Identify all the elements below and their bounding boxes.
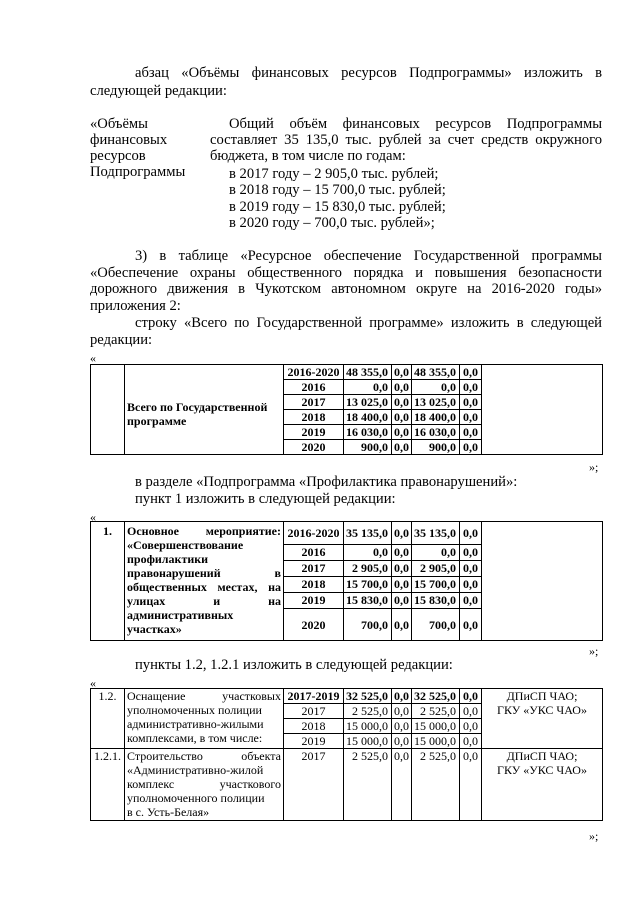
table-cell-value: 0,0 <box>460 365 482 380</box>
label-line: административно-жилыми <box>127 717 264 731</box>
table-cell-value: 900,0 <box>344 440 392 455</box>
quote-open: « <box>90 510 96 524</box>
table-total-label: Всего по Государственной программе <box>125 365 284 455</box>
table-cell-value: 0,0 <box>392 545 412 561</box>
item3-line-5: строку «Всего по Государственной программе» изложить в следующей <box>135 315 602 331</box>
table-cell-value: 0,0 <box>460 704 482 719</box>
table-cell-year: 2019 <box>284 425 344 440</box>
table-cell-value: 18 400,0 <box>412 410 460 425</box>
item3-line-6: редакции: <box>90 332 153 348</box>
quote-close: »; <box>589 460 599 474</box>
table-cell-value: 15 700,0 <box>412 577 460 593</box>
table-cell-value: 0,0 <box>460 577 482 593</box>
label-line: участках» <box>127 622 182 636</box>
label-line: улицах и на <box>127 594 281 608</box>
exec-line: ДПиСП ЧАО; <box>506 689 578 703</box>
table-cell-exec <box>482 749 603 821</box>
table-cell-value: 0,0 <box>392 440 412 455</box>
intro-line-2: следующей редакции: <box>90 83 227 99</box>
label-line: в с. Усть-Белая» <box>127 805 210 819</box>
table-cell-value: 35 135,0 <box>344 522 392 545</box>
table-cell-value: 2 525,0 <box>412 704 460 719</box>
table-cell-value: 0,0 <box>392 689 412 704</box>
label-line: Строительство объекта <box>127 749 281 763</box>
table-cell-value: 0,0 <box>392 593 412 609</box>
table-cell-value: 0,0 <box>392 561 412 577</box>
table-cell-value: 0,0 <box>460 749 482 821</box>
item3-line-3: дорожного движения в Чукотском автономном округе на 2016-2020 годы» <box>90 281 602 297</box>
table-cell-year: 2016 <box>284 380 344 395</box>
exec-line: ГКУ «УКС ЧАО» <box>497 763 587 777</box>
table-cell-year: 2016-2020 <box>284 365 344 380</box>
table-cell-value: 0,0 <box>392 719 412 734</box>
table-cell-value: 0,0 <box>460 593 482 609</box>
table-cell-year: 2018 <box>284 577 344 593</box>
table-cell-year: 2017 <box>284 395 344 410</box>
table-cell-value: 2 905,0 <box>412 561 460 577</box>
label-line: уполномоченных полиции <box>127 703 262 717</box>
table-cell-value: 0,0 <box>392 410 412 425</box>
quote-open: « <box>90 351 96 365</box>
table-cell-value: 32 525,0 <box>412 689 460 704</box>
label-line: общественных местах, на <box>127 580 281 594</box>
table-cell-year: 2017 <box>284 561 344 577</box>
label-line: «Совершенствование <box>127 538 244 552</box>
table-cell-value: 15 000,0 <box>412 734 460 749</box>
table-cell-value: 0,0 <box>392 522 412 545</box>
table-cell-value: 0,0 <box>392 365 412 380</box>
table-cell-value: 0,0 <box>460 440 482 455</box>
table-cell-num: 1. <box>91 522 125 641</box>
table-cell-value: 2 905,0 <box>344 561 392 577</box>
table-cell-value: 0,0 <box>392 380 412 395</box>
volume-label-line: «Объёмы <box>90 116 148 132</box>
table-cell-value: 700,0 <box>412 609 460 641</box>
volume-label <box>90 116 185 180</box>
table-cell-exec <box>482 365 603 455</box>
table-cell-year: 2016-2020 <box>284 522 344 545</box>
table-cell-value: 15 000,0 <box>344 734 392 749</box>
table-cell-exec <box>482 689 603 749</box>
table-row <box>91 749 603 821</box>
section3-line-1: пункты 1.2, 1.2.1 изложить в следующей редакции: <box>135 657 453 673</box>
table-cell-year: 2017 <box>284 704 344 719</box>
table-cell-value: 0,0 <box>460 734 482 749</box>
label-line: комплексами, в том числе: <box>127 731 263 745</box>
table-total <box>90 364 603 455</box>
table-row <box>91 522 603 545</box>
table-cell-value: 48 355,0 <box>412 365 460 380</box>
table-cell-num: 1.2. <box>91 689 125 749</box>
table-cell-value: 0,0 <box>460 410 482 425</box>
table-cell-value: 0,0 <box>392 749 412 821</box>
table-cell-value: 32 525,0 <box>344 689 392 704</box>
table-row <box>91 365 603 380</box>
table-cell-value: 13 025,0 <box>412 395 460 410</box>
label-line: комплекс участкового <box>127 777 281 791</box>
table-cell-year: 2016 <box>284 545 344 561</box>
table-cell-value: 2 525,0 <box>344 704 392 719</box>
table-cell-value: 15 000,0 <box>412 719 460 734</box>
table-cell-year: 2020 <box>284 440 344 455</box>
section2-line-1: в разделе «Подпрограмма «Профилактика правонарушений»: <box>135 474 518 490</box>
table-cell-year: 2017 <box>284 749 344 821</box>
table-item-label <box>125 689 284 749</box>
table-row <box>91 689 603 704</box>
table-cell-year: 2019 <box>284 593 344 609</box>
table-cell-value: 16 030,0 <box>412 425 460 440</box>
label-line: профилактики <box>127 552 209 566</box>
table-cell-value: 700,0 <box>344 609 392 641</box>
quote-open: « <box>90 676 96 690</box>
volume-year: в 2017 году – 2 905,0 тыс. рублей; <box>229 166 439 182</box>
intro-line-1: абзац «Объёмы финансовых ресурсов Подпрограммы» изложить в <box>135 65 602 81</box>
volume-year: в 2019 году – 15 830,0 тыс. рублей; <box>229 199 446 215</box>
table-cell-value: 13 025,0 <box>344 395 392 410</box>
table-cell-value: 0,0 <box>392 704 412 719</box>
table-cell-year: 2018 <box>284 719 344 734</box>
table-cell-year: 2019 <box>284 734 344 749</box>
item3-line-4: приложения 2: <box>90 298 181 314</box>
table-cell-value: 0,0 <box>392 609 412 641</box>
table-cell-num: 1.2.1. <box>91 749 125 821</box>
volume-year: в 2018 году – 15 700,0 тыс. рублей; <box>229 182 446 198</box>
table-cell-value: 18 400,0 <box>344 410 392 425</box>
label-line: «Административно-жилой <box>127 763 264 777</box>
table-cell-value: 900,0 <box>412 440 460 455</box>
label-line: Оснащение участковых <box>127 689 281 703</box>
volume-text-line-3: бюджета, в том числе по годам: <box>210 148 406 164</box>
table-cell-value: 0,0 <box>392 425 412 440</box>
table-cell-value: 0,0 <box>460 689 482 704</box>
quote-close: »; <box>589 644 599 658</box>
table-items-1-2 <box>90 688 603 821</box>
table-item-label <box>125 522 284 641</box>
table-cell-num <box>91 365 125 455</box>
volume-label-line: Подпрограммы <box>90 164 186 180</box>
table-cell-value: 16 030,0 <box>344 425 392 440</box>
label-line: правонарушений в <box>127 566 281 580</box>
table-item-label <box>125 749 284 821</box>
table-cell-value: 0,0 <box>460 522 482 545</box>
table-cell-year: 2020 <box>284 609 344 641</box>
table-cell-value: 0,0 <box>460 609 482 641</box>
quote-close: »; <box>589 829 599 843</box>
table-cell-value: 0,0 <box>412 380 460 395</box>
table-cell-exec <box>482 522 603 641</box>
volume-text-line-1: Общий объём финансовых ресурсов Подпрограммы <box>229 116 602 132</box>
table-cell-value: 35 135,0 <box>412 522 460 545</box>
table-cell-value: 0,0 <box>460 719 482 734</box>
item3-line-2: «Обеспечение охраны общественного порядка и повышения безопасности <box>90 265 602 281</box>
item3-line-1: 3) в таблице «Ресурсное обеспечение Государственной программы <box>135 248 602 264</box>
table-cell-value: 0,0 <box>392 734 412 749</box>
table-cell-value: 2 525,0 <box>344 749 392 821</box>
table-subprogram-item-1 <box>90 521 603 641</box>
table-cell-value: 2 525,0 <box>412 749 460 821</box>
table-cell-value: 0,0 <box>344 380 392 395</box>
table-cell-value: 0,0 <box>344 545 392 561</box>
table-cell-value: 0,0 <box>392 395 412 410</box>
table-cell-value: 15 700,0 <box>344 577 392 593</box>
volume-label-line: финансовых <box>90 132 168 148</box>
exec-line: ГКУ «УКС ЧАО» <box>497 703 587 717</box>
table-cell-value: 0,0 <box>392 577 412 593</box>
label-line: административных <box>127 608 234 622</box>
table-cell-value: 0,0 <box>460 380 482 395</box>
volume-label-line: ресурсов <box>90 148 146 164</box>
exec-line: ДПиСП ЧАО; <box>506 749 578 763</box>
volume-year: в 2020 году – 700,0 тыс. рублей»; <box>229 215 435 231</box>
table-cell-value: 15 830,0 <box>344 593 392 609</box>
table-cell-value: 0,0 <box>460 425 482 440</box>
table-cell-value: 0,0 <box>460 561 482 577</box>
table-cell-value: 0,0 <box>460 395 482 410</box>
table-cell-value: 48 355,0 <box>344 365 392 380</box>
table-cell-value: 15 000,0 <box>344 719 392 734</box>
table-cell-value: 15 830,0 <box>412 593 460 609</box>
table-cell-year: 2017-2019 <box>284 689 344 704</box>
table-cell-value: 0,0 <box>460 545 482 561</box>
table-cell-value: 0,0 <box>412 545 460 561</box>
label-line: Основное мероприятие: <box>127 524 281 538</box>
label-line: уполномоченного полиции <box>127 791 265 805</box>
volume-text-line-2: составляет 35 135,0 тыс. рублей за счет средств окружного <box>210 132 602 148</box>
table-cell-year: 2018 <box>284 410 344 425</box>
section2-line-2: пункт 1 изложить в следующей редакции: <box>135 491 396 507</box>
